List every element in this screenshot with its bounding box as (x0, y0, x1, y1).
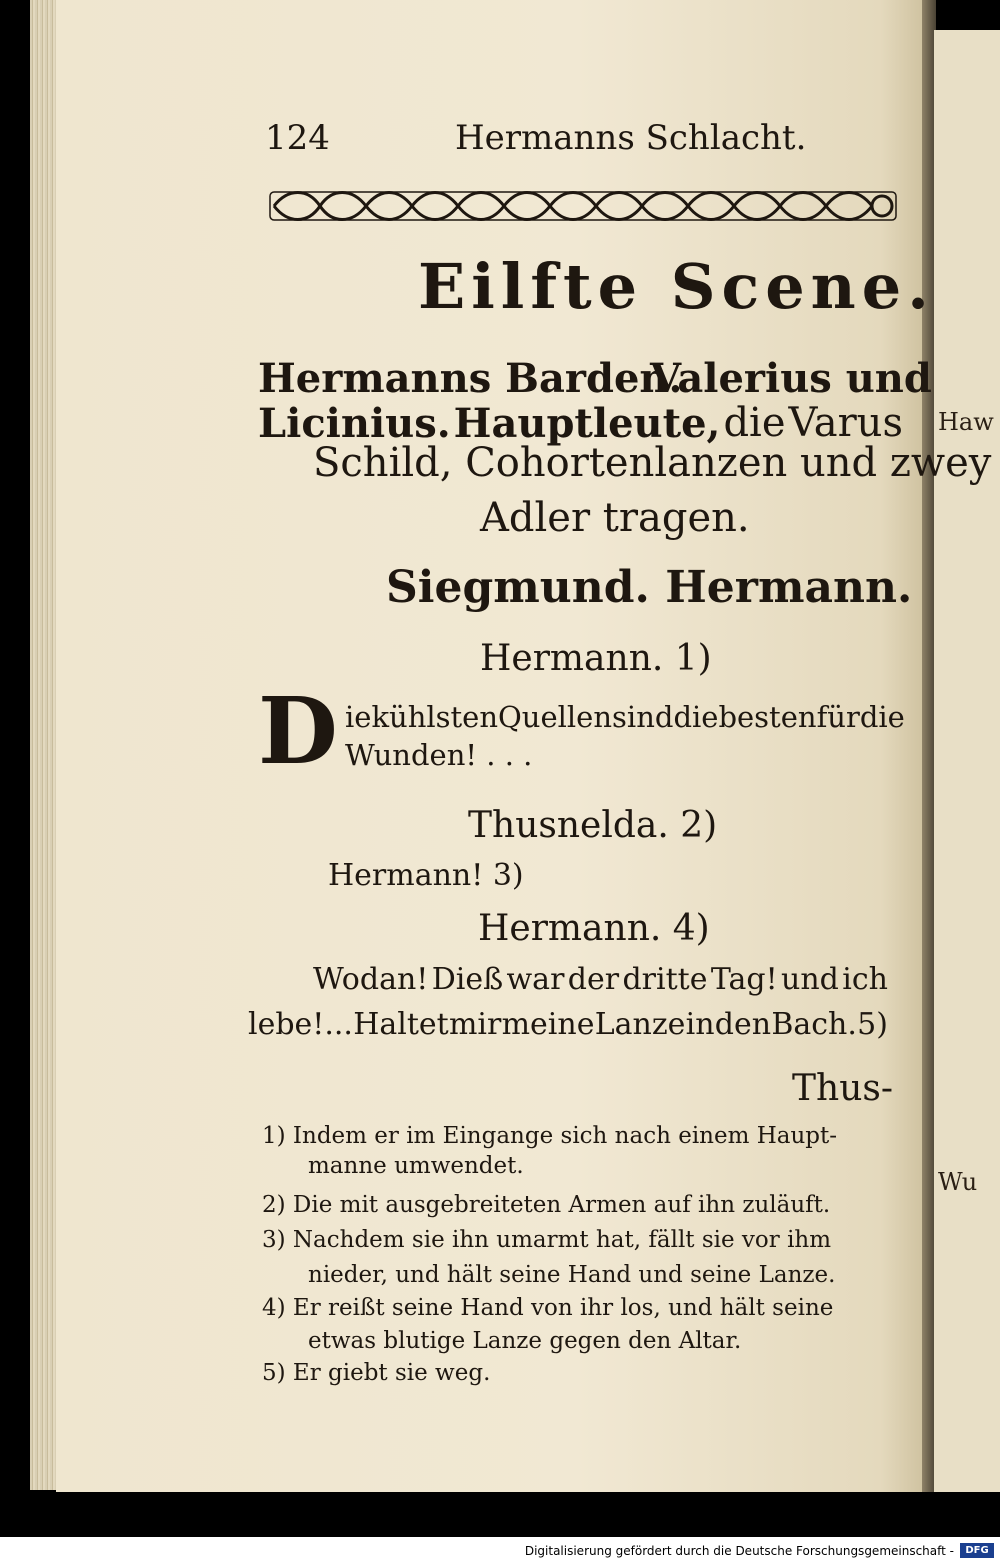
speech-word: Haltet (353, 1007, 449, 1042)
speech-word: Wodan! (313, 962, 429, 997)
speech-word: in (685, 1007, 715, 1042)
drop-cap-initial: D (258, 677, 338, 785)
speech-word: besten (718, 700, 817, 734)
footnote: 4) Er reißt seine Hand von ihr los, und hält seine (262, 1295, 834, 1321)
cast-word: Licinius. (258, 400, 451, 447)
speech-word: Bach. (771, 1007, 857, 1042)
speaker-name: Hermann. 1) (480, 638, 712, 679)
speech-word: und (781, 962, 839, 997)
speech-line (345, 700, 905, 734)
page-edge-stack (30, 0, 57, 1490)
speech-word: lebe!... (248, 1007, 353, 1042)
facing-page-word: Haw (938, 408, 994, 436)
cast-word: die (723, 400, 786, 446)
dfg-logo-icon: DFG (960, 1543, 994, 1558)
ornamental-rule (268, 183, 898, 229)
speech-word: die (673, 700, 719, 734)
speech-word: den (714, 1007, 772, 1042)
footnote-continuation: nieder, und hält seine Hand und seine Lanze. (308, 1262, 836, 1288)
cast-line: Adler tragen. (480, 495, 750, 541)
funding-credit: Digitalisierung gefördert durch die Deutsche Forschungsgemeinschaft - (524, 1544, 954, 1558)
speech-word: war (506, 962, 565, 997)
footnote: 2) Die mit ausgebreiteten Armen auf ihn zuläuft. (262, 1192, 831, 1218)
page-number: 124 (265, 118, 330, 158)
footnote-continuation: manne umwendet. (308, 1153, 524, 1179)
footnote: 3) Nachdem sie ihn umarmt hat, fällt sie vor ihm (262, 1227, 832, 1253)
speech-word: ie (345, 700, 372, 734)
speech-word: Tag! (710, 962, 778, 997)
cast-word: Hauptleute, (453, 400, 721, 447)
speech-line (313, 962, 888, 997)
speech-word: dritte (622, 962, 708, 997)
speech-word: für (816, 700, 860, 734)
speaker-name: Thusnelda. 2) (468, 805, 718, 846)
cast-line: Schild, Cohortenlanzen und zwey (313, 440, 992, 486)
footnote: 1) Indem er im Eingange sich nach einem Haupt- (262, 1123, 838, 1149)
speech-word: sind (612, 700, 674, 734)
cast-line: Valerius und (650, 355, 932, 402)
cast-line: Hermanns Barden. (258, 355, 683, 402)
facing-page-fragment (934, 30, 1000, 1492)
speech-word: 5) (857, 1007, 888, 1042)
speech-word: mir (448, 1007, 502, 1042)
speaker-name: Hermann. 4) (478, 908, 710, 949)
speech-word: Lanze (594, 1007, 686, 1042)
speech-word: Quellen (498, 700, 613, 734)
speech-word: ich (842, 962, 888, 997)
running-head-title: Hermanns Schlacht. (455, 118, 807, 158)
catchword: Thus- (792, 1068, 894, 1109)
speech-word: Dieß (431, 962, 504, 997)
speech-line: Hermann! 3) (328, 858, 524, 893)
speech-line (248, 1007, 888, 1042)
speech-word: der (567, 962, 620, 997)
speech-word: kühlsten (371, 700, 499, 734)
cast-word: Varus (788, 400, 903, 446)
digitization-footer (0, 1537, 1000, 1563)
scene-persons: Siegmund. Hermann. (386, 562, 913, 613)
speech-word: meine (501, 1007, 595, 1042)
speech-line: Wunden! . . . (345, 738, 533, 772)
footnote-continuation: etwas blutige Lanze gegen den Altar. (308, 1328, 742, 1354)
speech-word: die (859, 700, 905, 734)
footnote: 5) Er giebt sie weg. (262, 1360, 491, 1386)
facing-page-word: Wu (938, 1168, 978, 1196)
scene-title: Eilfte Scene. (418, 250, 935, 323)
